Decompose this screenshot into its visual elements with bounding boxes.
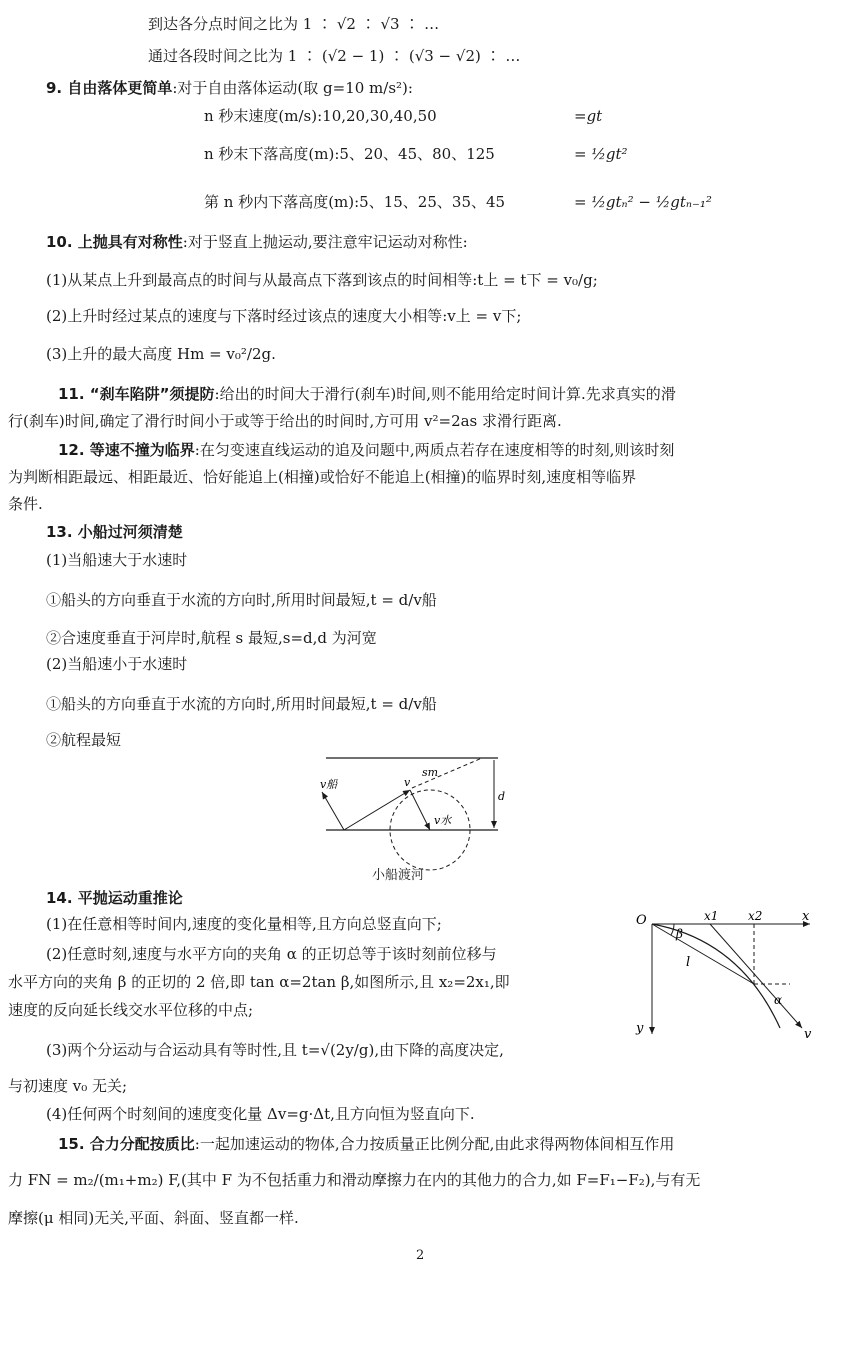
item13-case1-a-text: ①船头的方向垂直于水流的方向时,所用时间最短,t = d/v船 xyxy=(46,591,437,609)
item11-line2 xyxy=(8,411,562,431)
item10-p1-text: (1)从某点上升到最高点的时间与从最高点下落到该点的时间相等:t上 = t下 = v₀/g; xyxy=(46,271,598,289)
label-v-water: v水 xyxy=(434,814,452,827)
item9-row1-formula: =gt xyxy=(574,107,603,125)
item13-case1-b-text: ②合速度垂直于河岸时,航程 s 最短,s=d,d 为河宽 xyxy=(46,629,377,647)
item15-line2 xyxy=(8,1170,700,1190)
item15-line1 xyxy=(58,1134,674,1154)
item14-p2-l1 xyxy=(46,944,497,964)
item15-line2-text: 力 FN = m₂/(m₁+m₂) F,(其中 F 为不包括重力和滑动摩擦力在内的其他力的合力,如 F=F₁−F₂),与有无 xyxy=(8,1171,701,1189)
label-v: v xyxy=(404,776,411,789)
displacement-line xyxy=(652,924,754,984)
item12-line3 xyxy=(8,494,43,514)
item10-heading: 10. 上抛具有对称性 xyxy=(46,233,183,251)
item14-p3-l2-text: 与初速度 v₀ 无关; xyxy=(8,1077,128,1095)
item13-heading: 13. 小船过河须清楚 xyxy=(46,523,183,541)
item13-case2-a xyxy=(46,694,437,714)
item13-case2-a-text: ①船头的方向垂直于水流的方向时,所用时间最短,t = d/v船 xyxy=(46,695,437,713)
item11-line1-text: :给出的时间大于滑行(刹车)时间,则不能用给定时间计算.先求真实的滑 xyxy=(214,385,676,403)
label-O: O xyxy=(636,913,647,928)
item13-case1-a xyxy=(46,590,437,610)
label-y: y xyxy=(636,1021,644,1036)
item13-heading-line xyxy=(46,522,183,542)
item10-p3-text: (3)上升的最大高度 Hm = v₀²/2g. xyxy=(46,345,276,363)
item15-line3-text: 摩擦(μ 相同)无关,平面、斜面、竖直都一样. xyxy=(8,1209,299,1227)
item14-p3-l1-text: (3)两个分运动与合运动具有等时性,且 t=√(2y/g),由下降的高度决定, xyxy=(46,1041,504,1059)
item11-heading: 11. “刹车陷阱”须提防 xyxy=(58,385,215,403)
item10-p2-text: (2)上升时经过某点的速度与下落时经过该点的速度大小相等:v上 = v下; xyxy=(46,307,522,325)
item13-case1-b xyxy=(46,628,377,648)
item9-row1-eq xyxy=(574,106,602,126)
item12-line2-text: 为判断相距最远、相距最近、恰好能追上(相撞)或恰好不能追上(相撞)的临界时刻,速度相等临界 xyxy=(8,468,637,486)
item14-p2-l3 xyxy=(8,1000,253,1020)
item14-p2-l1-text: (2)任意时刻,速度与水平方向的夹角 α 的正切总等于该时刻前位移与 xyxy=(46,945,497,963)
item9-row3-text: 第 n 秒内下落高度(m):5、15、25、35、45 xyxy=(204,193,506,211)
item15-line1-text: :一起加速运动的物体,合力按质量正比例分配,由此求得两物体间相互作用 xyxy=(194,1135,675,1153)
item15-heading: 15. 合力分配按质比 xyxy=(58,1135,195,1153)
item14-heading: 14. 平抛运动重推论 xyxy=(46,889,183,907)
item9-row2 xyxy=(204,144,495,164)
item9-row2-eq xyxy=(574,144,628,164)
v-resultant-arrow xyxy=(344,790,410,830)
page-number xyxy=(416,1246,424,1266)
velocity-arrow xyxy=(710,924,802,1028)
label-s-m: sm xyxy=(422,766,439,779)
item14-p1-text: (1)在任意相等时间内,速度的变化量相等,且方向总竖直向下; xyxy=(46,915,442,933)
item14-p2-l2-text: 水平方向的夹角 β 的正切的 2 倍,即 tan α=2tan β,如图所示,且 x₂=2x₁,即 xyxy=(8,973,510,991)
label-v-boat: v船 xyxy=(320,778,338,791)
item9-row2-formula: = ½gt² xyxy=(574,145,628,163)
item12-line1 xyxy=(58,440,674,460)
item14-p2-l3-text: 速度的反向延长线交水平位移的中点; xyxy=(8,1001,254,1019)
label-x2: x2 xyxy=(748,910,763,923)
item13-case2 xyxy=(46,654,187,674)
item10 xyxy=(46,232,468,252)
item13-case2-b xyxy=(46,730,121,750)
ratio-arrival-line xyxy=(148,14,439,34)
item10-p2 xyxy=(46,306,521,326)
item12-line1-text: :在匀变速直线运动的追及问题中,两质点若存在速度相等的时刻,则该时刻 xyxy=(194,441,675,459)
page-number-text: 2 xyxy=(416,1248,425,1263)
item9-row1-text: n 秒末速度(m/s):10,20,30,40,50 xyxy=(204,107,437,125)
label-v: v xyxy=(804,1027,812,1040)
item9-text: :对于自由落体运动(取 g=10 m/s²): xyxy=(172,79,413,97)
ratio-arrival-text: 到达各分点时间之比为 1 ∶ √2 ∶ √3 ∶ … xyxy=(148,15,440,33)
item12-heading: 12. 等速不撞为临界 xyxy=(58,441,195,459)
item9-row3-eq xyxy=(574,192,712,212)
item11-line2-text: 行(刹车)时间,确定了滑行时间小于或等于给出的时间时,方可用 v²=2as 求滑行距离. xyxy=(8,412,562,430)
river-crossing-caption-text: 小船渡河 xyxy=(372,868,425,883)
ratio-segment-text: 通过各段时间之比为 1 ∶ (√2 − 1) ∶ (√3 − √2) ∶ … xyxy=(148,47,521,65)
item15-line3 xyxy=(8,1208,299,1228)
item14-p1 xyxy=(46,914,442,934)
item9-heading: 9. 自由落体更简单 xyxy=(46,79,173,97)
item14-p3-l2 xyxy=(8,1076,127,1096)
item12-line3-text: 条件. xyxy=(8,495,43,513)
item14-p4 xyxy=(46,1104,475,1124)
river-crossing-caption xyxy=(372,866,424,886)
projectile-diagram xyxy=(630,910,816,1040)
item14-p4-text: (4)任何两个时刻间的速度变化量 Δv=g·Δt,且方向恒为竖直向下. xyxy=(46,1105,475,1123)
trajectory-curve xyxy=(652,924,783,1028)
label-l: l xyxy=(686,955,691,970)
item14-p2-l2 xyxy=(8,972,510,992)
item10-text: :对于竖直上抛运动,要注意牢记运动对称性: xyxy=(182,233,468,251)
v-boat-arrow xyxy=(322,792,344,830)
item9-row3 xyxy=(204,192,505,212)
item13-case1-text: (1)当船速大于水速时 xyxy=(46,551,188,569)
item13-case2-text: (2)当船速小于水速时 xyxy=(46,655,188,673)
item9-row3-formula: = ½gtₙ² − ½gtₙ₋₁² xyxy=(574,193,712,211)
item13-case2-b-text: ②航程最短 xyxy=(46,731,122,749)
item14-heading-line xyxy=(46,888,183,908)
label-d: d xyxy=(498,790,506,803)
label-alpha: α xyxy=(774,993,783,1007)
label-beta: β xyxy=(676,927,683,941)
label-x: x xyxy=(802,910,810,924)
item9-row2-text: n 秒末下落高度(m):5、20、45、80、125 xyxy=(204,145,495,163)
item10-p1 xyxy=(46,270,598,290)
v-water-segment-arrow xyxy=(410,790,430,830)
item10-p3 xyxy=(46,344,276,364)
item9 xyxy=(46,78,413,98)
item11-line1 xyxy=(58,384,676,404)
ratio-segment-line xyxy=(148,46,520,66)
label-x1: x1 xyxy=(704,910,719,923)
item12-line2 xyxy=(8,467,636,487)
item9-row1 xyxy=(204,106,437,126)
item13-case1 xyxy=(46,550,187,570)
item14-p3-l1 xyxy=(46,1040,504,1060)
